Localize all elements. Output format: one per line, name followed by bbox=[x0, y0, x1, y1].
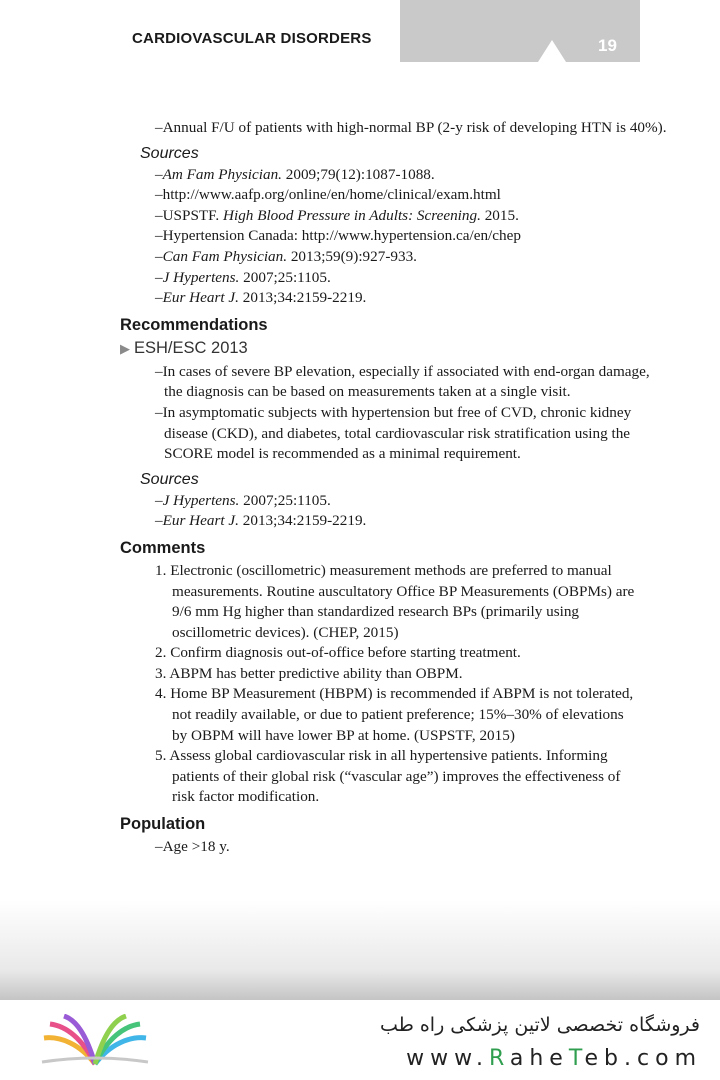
comment-item: 1. Electronic (oscillometric) measurement methods are preferred to manual measurements. Routine auscultatory Office BP Measurements (OBPMs) are 9/6 mm Hg higher than standardized research BPs (primarily using oscillometric devices). (CHEP, 2015) bbox=[155, 561, 635, 641]
source-item: –Hypertension Canada: http://www.hypertension.ca/en/chep bbox=[155, 227, 521, 245]
population-heading: Population bbox=[120, 815, 206, 834]
comment-item: 3. ABPM has better predictive ability than OBPM. bbox=[155, 664, 463, 682]
sources-heading: Sources bbox=[140, 470, 199, 488]
intro-line: –Annual F/U of patients with high-normal BP (2-y risk of developing HTN is 40%). bbox=[155, 119, 667, 136]
page-tab-notch bbox=[538, 40, 566, 62]
source-item: –Eur Heart J. 2013;34:2159-2219. bbox=[155, 512, 367, 530]
source-item: –J Hypertens. 2007;25:1105. bbox=[155, 491, 331, 509]
comment-item: 4. Home BP Measurement (HBPM) is recommended if ABPM is not tolerated, not readily available, or due to patient preference; 15%–30% of elevations by OBPM will have lower BP at home. (USPSTF, 2015) bbox=[155, 685, 634, 744]
recommendation-item: –In asymptomatic subjects with hypertension but free of CVD, chronic kidney disease (CKD), and diabetes, total cardiovascular risk stratification using the SCORE model is recommended as a minimal requirement. bbox=[155, 403, 632, 463]
comment-item: 5. Assess global cardiovascular risk in all hypertensive patients. Informing patients of their global risk (“vascular age”) improves the effectiveness of risk factor modification. bbox=[155, 747, 621, 806]
page-shadow bbox=[0, 900, 720, 1000]
recommendation-item: –In cases of severe BP elevation, especially if associated with end-organ damage, the diagnosis can be based on measurements taken at a single visit. bbox=[155, 362, 650, 401]
guideline-heading: ▶ ESH/ESC 2013 bbox=[120, 338, 248, 357]
store-url[interactable]: www.RaheTeb.com bbox=[406, 1046, 702, 1071]
source-item: –Eur Heart J. 2013;34:2159-2219. bbox=[155, 289, 367, 307]
comment-item: 2. Confirm diagnosis out-of-office before starting treatment. bbox=[155, 644, 521, 662]
population-item: –Age >18 y. bbox=[155, 838, 230, 856]
source-item: –http://www.aafp.org/online/en/home/clinical/exam.html bbox=[155, 186, 501, 204]
page-number: 19 bbox=[598, 36, 617, 55]
source-item: –J Hypertens. 2007;25:1105. bbox=[155, 268, 331, 286]
open-book-logo-icon bbox=[40, 1014, 150, 1075]
chapter-title: CARDIOVASCULAR DISORDERS bbox=[132, 30, 372, 47]
page-content bbox=[0, 118, 720, 858]
sources-heading: Sources bbox=[140, 144, 199, 162]
source-item: –Am Fam Physician. 2009;79(12):1087-1088. bbox=[155, 165, 435, 183]
source-item: –Can Fam Physician. 2013;59(9):927-933. bbox=[155, 247, 417, 265]
recommendations-heading: Recommendations bbox=[120, 315, 268, 334]
triangle-bullet-icon: ▶ bbox=[120, 340, 130, 356]
store-footer bbox=[0, 1000, 720, 1080]
source-item: –USPSTF. High Blood Pressure in Adults: Screening. 2015. bbox=[155, 206, 519, 224]
comments-heading: Comments bbox=[120, 538, 206, 557]
store-name: فروشگاه تخصصی لاتین پزشکی راه طب bbox=[380, 1014, 700, 1036]
